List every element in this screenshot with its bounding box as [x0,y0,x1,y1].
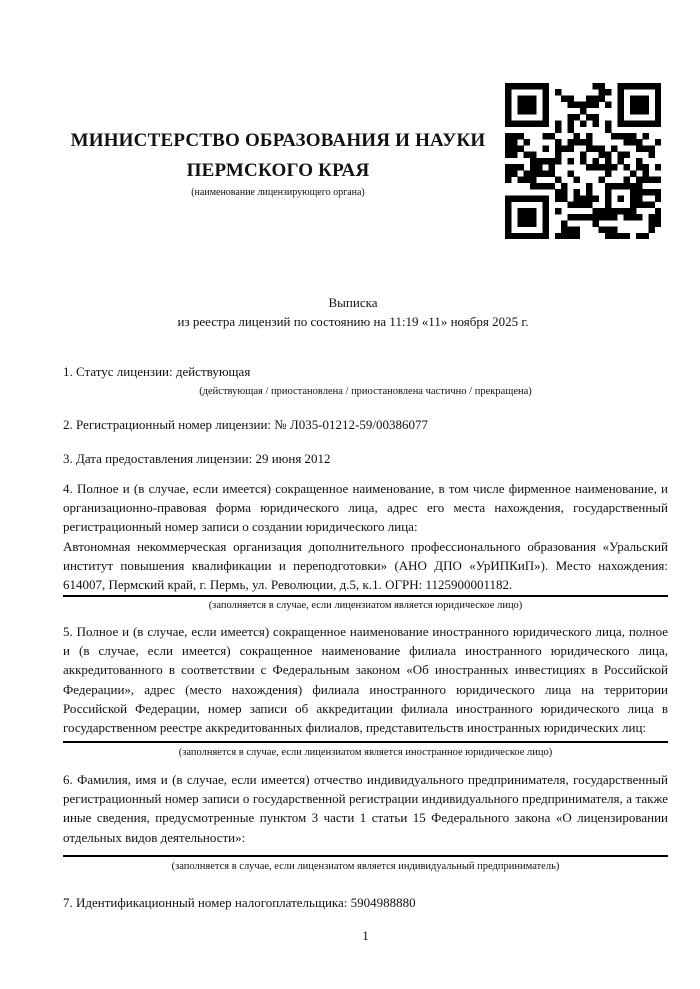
license-status-line: 1. Статус лицензии: действующая [63,364,251,379]
taxpayer-id-line: 7. Идентификационный номер налогоплательщика: 5904988880 [63,895,416,910]
separator-line [63,595,668,597]
document-title-line1: Выписка [328,295,378,310]
separator-line [63,741,668,743]
ministry-name-line2: ПЕРМСКОГО КРАЯ [186,160,370,181]
section-license-status [63,362,668,398]
entrepreneur-note: (заполняется в случае, если лицензиатом является индивидуальный предприниматель) [171,860,560,872]
registration-number-line: 2. Регистрационный номер лицензии: № Л035-01212-59/00386077 [63,417,429,432]
section-registration-number [63,415,668,434]
section-legal-entity [63,479,668,612]
foreign-entity-note: (заполняется в случае, если лицензиатом является иностранное юридическое лицо) [178,747,553,759]
licensing-authority-header [63,126,493,200]
section-individual-entrepreneur [63,770,668,873]
separator-line [63,855,668,857]
legal-entity-answer: Автономная некоммерческая организация дополнительного профессионального образования «Уральский институт повышения квалификации и переподготовки» (АНО ДПО «УрИПКиП»). Место нахождения: 614007, Пермский край, г. Пермь, ул. Революции, д.5, к.1. ОГРН: 1125900001182. [63,538,668,593]
license-status-options-note: (действующая / приостановлена / приостановлена частично / прекращена) [199,386,532,398]
document-title [63,293,643,331]
section-foreign-entity [63,622,668,759]
legal-entity-note: (заполняется в случае, если лицензиатом является юридическое лицо) [208,600,523,612]
grant-date-line: 3. Дата предоставления лицензии: 29 июня 2012 [63,451,331,466]
foreign-entity-question: 5. Полное и (в случае, если имеется) сокращенное наименование иностранного юридического лица, полное и (в случае, если имеется) сокращенное наименование филиала иностранного юридического лица, аккредитованного в соответствии с Федеральным законом «Об иностранных инвестициях в Российской Федерации», адрес (место нахождения) филиала иностранного юридического лица на территории Российской Федерации, номер записи об аккредитации филиала иностранного юридического лица в государственном реестре аккредитованных филиалов, представительств иностранных юридических лиц: [63,624,668,736]
entrepreneur-question: 6. Фамилия, имя и (в случае, если имеется) отчество индивидуального предпринимателя, государственный регистрационный номер записи о государственной регистрации индивидуального предпринимателя, а также иные сведения, предусмотренные пунктом 3 части 1 статьи 15 Федерального закона «О лицензировании отдельных видов деятельности»: [63,772,668,845]
ministry-name-line1: МИНИСТЕРСТВО ОБРАЗОВАНИЯ И НАУКИ [70,130,486,151]
qr-code-icon [505,83,661,239]
page-number: 1 [362,928,369,943]
ministry-caption: (наименование лицензирующего органа) [191,187,365,198]
section-taxpayer-id [63,893,668,912]
legal-entity-question: 4. Полное и (в случае, если имеется) сокращенное наименование, в том числе фирменное наименование, и организационно-правовая форма юридического лица, адрес его места нахождения, государственный регистрационный номер записи о создании юридического лица: [63,481,668,535]
section-grant-date [63,449,668,468]
document-title-line2: из реестра лицензий по состоянию на 11:19 «11» ноября 2025 г. [177,314,529,330]
